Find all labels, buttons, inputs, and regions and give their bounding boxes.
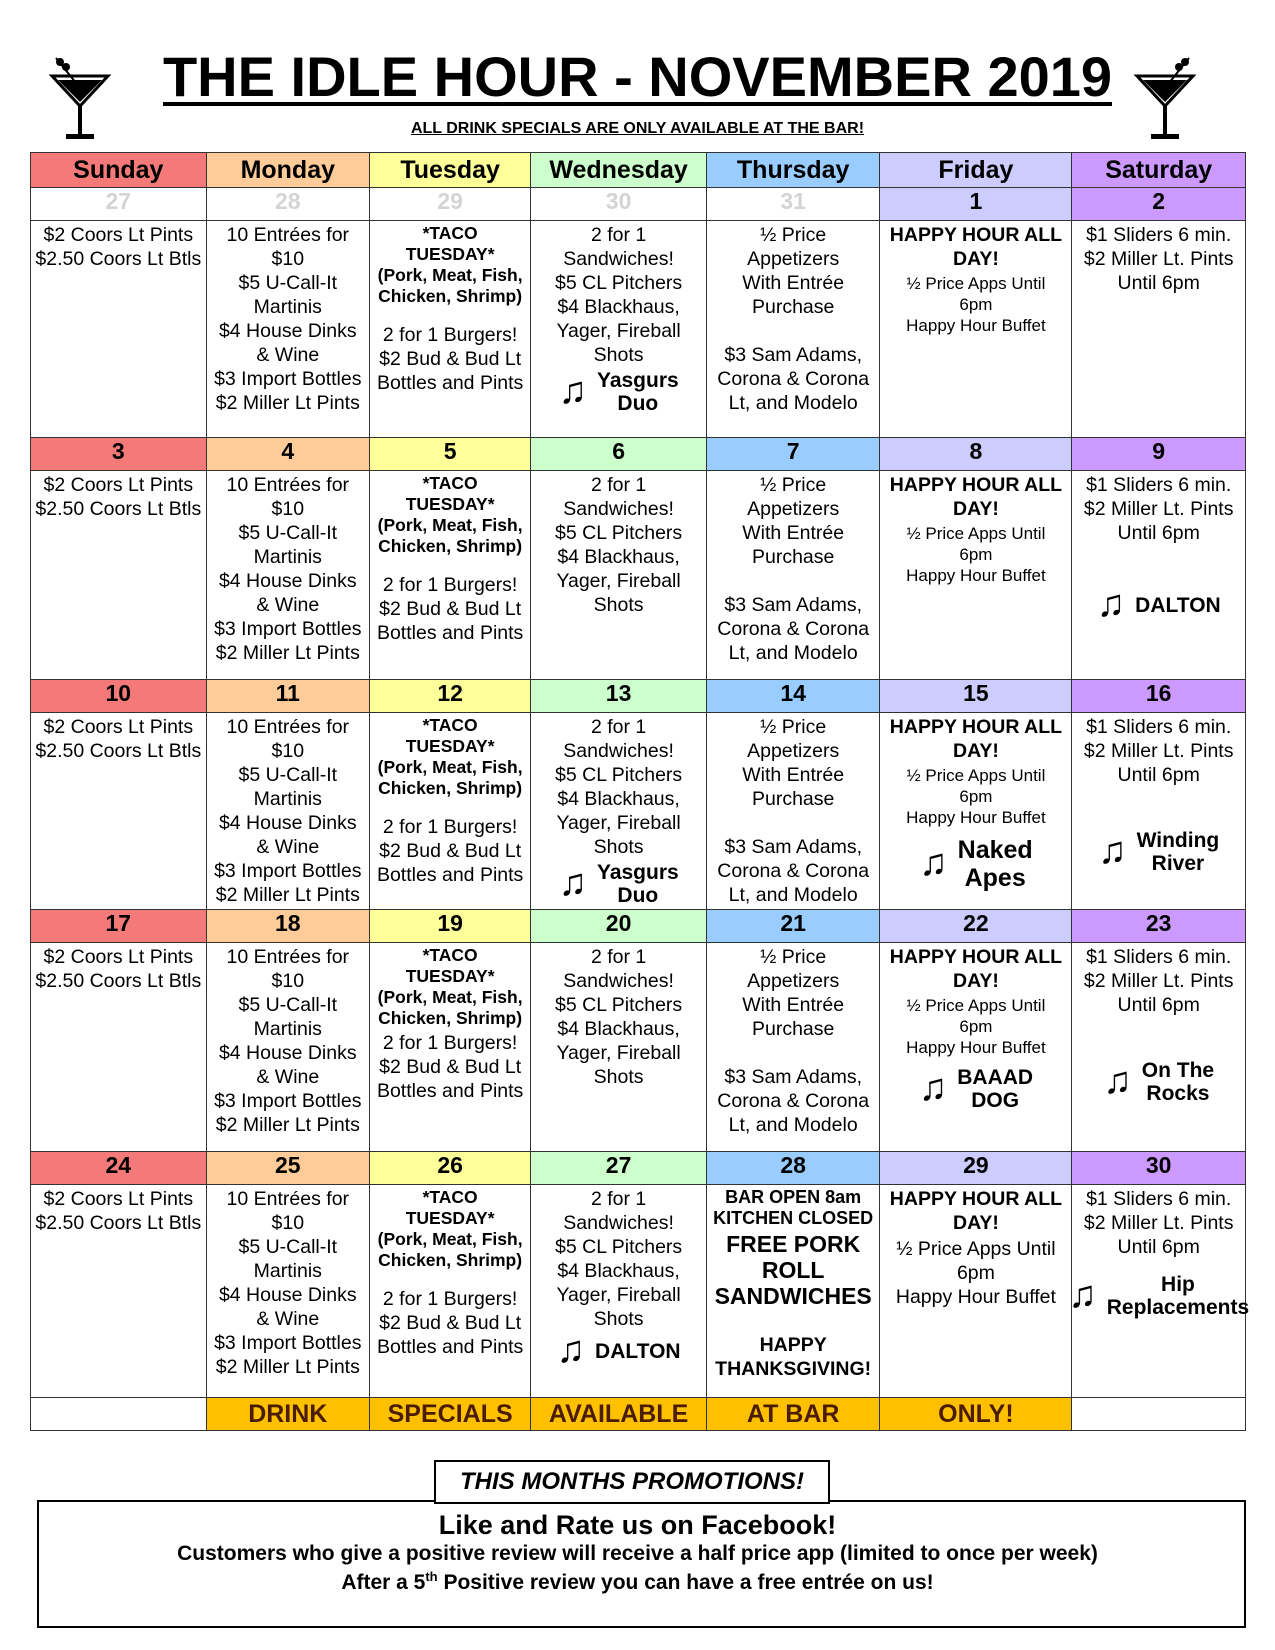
day-cell-thursday [706, 1185, 880, 1398]
footer-empty [1072, 1398, 1246, 1431]
saturday-specials: $1 Sliders 6 min. $2 Miller Lt. Pints Until 6pm [1083, 474, 1234, 544]
footer-empty [31, 1398, 207, 1431]
page-title: THE IDLE HOUR - NOVEMBER 2019 [162, 45, 1113, 108]
date-number: 27 [31, 188, 207, 221]
day-cell-friday [880, 943, 1072, 1152]
date-number: 14 [706, 680, 880, 713]
spacer [707, 1041, 880, 1063]
thursday-specials: ½ Price Appetizers With Entrée Purchase [742, 224, 845, 318]
music-note-icon: ♫ [556, 1329, 586, 1371]
live-music [1072, 585, 1245, 623]
saturday-specials: $1 Sliders 6 min. $2 Miller Lt. Pints Until 6pm [1083, 1188, 1234, 1258]
day-cell-tuesday [369, 221, 530, 438]
day-cell-saturday [1068, 1185, 1250, 1398]
friday-specials: ½ Price Apps Until 6pm Happy Hour Buffet [906, 766, 1046, 827]
happy-hour-heading: HAPPY HOUR ALL DAY! [889, 1188, 1063, 1234]
day-cell-sunday [31, 943, 207, 1152]
monday-specials: 10 Entrées for $10 $5 U-Call-It Martinis $4 House Dinks & Wine $3 Import Bottles $2 Miller Lt Pints [214, 1188, 362, 1378]
day-cell-saturday [1072, 221, 1246, 438]
date-number: 15 [880, 680, 1072, 713]
music-note-icon: ♫ [1098, 830, 1127, 872]
date-number: 25 [206, 1152, 369, 1185]
date-number: 16 [1072, 680, 1246, 713]
tuesday-specials: 2 for 1 Burgers! $2 Bud & Bud Lt Bottles and Pints [376, 324, 524, 394]
tuesday-specials: 2 for 1 Burgers! $2 Bud & Bud Lt Bottles and Pints [376, 816, 524, 886]
tuesday-specials: 2 for 1 Burgers! $2 Bud & Bud Lt Bottles and Pints [376, 1288, 524, 1358]
date-number: 19 [369, 910, 530, 943]
date-number: 2 [1072, 188, 1246, 221]
day-cell-thursday [706, 221, 880, 438]
thursday-beer-specials: $3 Sam Adams, Corona & Corona Lt, and Modelo [717, 594, 870, 664]
spacer [707, 319, 880, 341]
monday-specials: 10 Entrées for $10 $5 U-Call-It Martinis $4 House Dinks & Wine $3 Import Bottles $2 Miller Lt Pints [214, 716, 362, 906]
date-number: 29 [369, 188, 530, 221]
sunday-specials: $2 Coors Lt Pints $2.50 Coors Lt Btls [35, 1188, 202, 1234]
friday-specials: ½ Price Apps Until 6pm Happy Hour Buffet [906, 996, 1046, 1057]
monday-specials: 10 Entrées for $10 $5 U-Call-It Martinis $4 House Dinks & Wine $3 Import Bottles $2 Miller Lt Pints [214, 224, 362, 414]
day-cell-friday [880, 221, 1072, 438]
day-cell-wednesday [531, 471, 707, 680]
date-number: 22 [880, 910, 1072, 943]
wednesday-specials: 2 for 1 Sandwiches! $5 CL Pitchers $4 Blackhaus, Yager, Fireball Shots [555, 1188, 683, 1330]
live-music [1072, 827, 1245, 875]
day-cell-thursday [706, 943, 880, 1152]
music-note-icon: ♫ [1103, 1060, 1132, 1102]
band-name: Yasgurs Duo [596, 369, 679, 415]
date-number: 28 [706, 1152, 880, 1185]
promotions-headline: Like and Rate us on Facebook! [438, 1510, 837, 1540]
wednesday-specials: 2 for 1 Sandwiches! $5 CL Pitchers $4 Blackhaus, Yager, Fireball Shots [555, 716, 683, 858]
day-header-friday: Friday [880, 153, 1072, 188]
friday-specials: ½ Price Apps Until 6pm Happy Hour Buffet [895, 1238, 1056, 1308]
thursday-specials: ½ Price Appetizers With Entrée Purchase [742, 716, 845, 810]
thursday-beer-specials: $3 Sam Adams, Corona & Corona Lt, and Modelo [717, 836, 870, 906]
day-cell-wednesday [531, 1185, 707, 1398]
day-cell-sunday [31, 471, 207, 680]
date-number: 24 [31, 1152, 207, 1185]
date-number: 26 [369, 1152, 530, 1185]
wednesday-specials: 2 for 1 Sandwiches! $5 CL Pitchers $4 Blackhaus, Yager, Fireball Shots [555, 224, 683, 366]
wednesday-specials: 2 for 1 Sandwiches! $5 CL Pitchers $4 Blackhaus, Yager, Fireball Shots [555, 946, 683, 1088]
band-name: DALTON [1135, 593, 1221, 617]
spacer [707, 569, 880, 591]
footer-banner-word: ONLY! [880, 1398, 1072, 1431]
subtitle: ALL DRINK SPECIALS ARE ONLY AVAILABLE AT THE BAR! [410, 120, 865, 137]
date-number: 31 [706, 188, 880, 221]
day-header-monday: Monday [206, 153, 369, 188]
thursday-specials: ½ Price Appetizers With Entrée Purchase [742, 946, 845, 1040]
spacer [707, 811, 880, 833]
live-music [531, 1331, 706, 1369]
friday-specials: ½ Price Apps Until 6pm Happy Hour Buffet [906, 274, 1046, 335]
day-header-tuesday: Tuesday [369, 153, 530, 188]
day-cell-saturday [1072, 713, 1246, 910]
day-cell-sunday [31, 1185, 207, 1398]
monday-specials: 10 Entrées for $10 $5 U-Call-It Martinis $4 House Dinks & Wine $3 Import Bottles $2 Miller Lt Pints [214, 946, 362, 1136]
day-cell-monday [206, 713, 369, 910]
date-number: 18 [206, 910, 369, 943]
live-music [880, 1064, 1071, 1112]
day-cell-sunday [31, 221, 207, 438]
live-music [1068, 1271, 1250, 1319]
thanksgiving-free-sandwiches: FREE PORK ROLL SANDWICHES [714, 1231, 872, 1309]
day-cell-tuesday [369, 713, 530, 910]
music-note-icon: ♫ [1096, 583, 1126, 625]
calendar-table [30, 152, 1250, 1431]
day-cell-saturday [1072, 943, 1246, 1152]
day-header-wednesday: Wednesday [531, 153, 707, 188]
day-cell-tuesday [369, 943, 530, 1152]
taco-tuesday-heading: *TACO TUESDAY* (Pork, Meat, Fish, Chicken, Shrimp) [377, 715, 523, 798]
happy-hour-heading: HAPPY HOUR ALL DAY! [889, 474, 1063, 520]
day-cell-tuesday [369, 1185, 530, 1398]
band-name: Hip Replacements [1106, 1273, 1250, 1319]
day-cell-friday [880, 1185, 1072, 1398]
day-header-thursday: Thursday [706, 153, 880, 188]
date-number: 9 [1072, 438, 1246, 471]
date-number: 1 [880, 188, 1072, 221]
day-cell-friday [880, 471, 1072, 680]
music-note-icon: ♫ [558, 862, 587, 904]
day-header-sunday: Sunday [31, 153, 207, 188]
happy-hour-heading: HAPPY HOUR ALL DAY! [889, 224, 1063, 270]
live-music [531, 859, 706, 907]
day-cell-monday [206, 943, 369, 1152]
music-note-icon: ♫ [558, 370, 587, 412]
day-cell-saturday [1072, 471, 1246, 680]
happy-hour-heading: HAPPY HOUR ALL DAY! [889, 946, 1063, 992]
thursday-beer-specials: $3 Sam Adams, Corona & Corona Lt, and Modelo [717, 1066, 870, 1136]
happy-hour-heading: HAPPY HOUR ALL DAY! [889, 716, 1063, 762]
day-cell-wednesday [531, 221, 707, 438]
date-number: 30 [531, 188, 707, 221]
promotions-line-2: After a 5th Positive review you can have a free entrée on us! [341, 1569, 934, 1594]
thanksgiving-hours: BAR OPEN 8am KITCHEN CLOSED [713, 1187, 874, 1228]
day-cell-monday [206, 471, 369, 680]
date-number: 10 [31, 680, 207, 713]
day-cell-wednesday [531, 943, 707, 1152]
day-cell-monday [206, 1185, 369, 1398]
saturday-specials: $1 Sliders 6 min. $2 Miller Lt. Pints Until 6pm [1083, 946, 1234, 1016]
date-number: 21 [706, 910, 880, 943]
footer-banner-word: AT BAR [706, 1398, 880, 1431]
live-music [880, 834, 1071, 892]
music-note-icon: ♫ [1068, 1274, 1097, 1316]
date-number: 5 [369, 438, 530, 471]
taco-tuesday-heading: *TACO TUESDAY* (Pork, Meat, Fish, Chicken, Shrimp) [377, 473, 523, 556]
day-cell-tuesday [369, 471, 530, 680]
day-cell-wednesday [531, 713, 707, 910]
day-cell-friday [880, 713, 1072, 910]
monday-specials: 10 Entrées for $10 $5 U-Call-It Martinis $4 House Dinks & Wine $3 Import Bottles $2 Miller Lt Pints [214, 474, 362, 664]
date-number: 3 [31, 438, 207, 471]
date-number: 6 [531, 438, 707, 471]
spacer [707, 1309, 880, 1331]
footer-banner-word: AVAILABLE [531, 1398, 707, 1431]
sunday-specials: $2 Coors Lt Pints $2.50 Coors Lt Btls [35, 716, 202, 762]
saturday-specials: $1 Sliders 6 min. $2 Miller Lt. Pints Until 6pm [1083, 224, 1234, 294]
day-cell-monday [206, 221, 369, 438]
tuesday-specials: 2 for 1 Burgers! $2 Bud & Bud Lt Bottles and Pints [376, 1032, 524, 1102]
band-name: On The Rocks [1141, 1059, 1215, 1105]
footer-banner-word: DRINK [206, 1398, 369, 1431]
day-cell-thursday [706, 713, 880, 910]
date-number: 12 [369, 680, 530, 713]
wednesday-specials: 2 for 1 Sandwiches! $5 CL Pitchers $4 Blackhaus, Yager, Fireball Shots [555, 474, 683, 616]
promotions-label: THIS MONTHS PROMOTIONS! [434, 1460, 830, 1504]
band-name: DALTON [595, 1339, 681, 1363]
date-number: 8 [880, 438, 1072, 471]
date-number: 27 [531, 1152, 707, 1185]
band-name: Winding River [1136, 829, 1220, 875]
promotions-line-1: Customers who give a positive review will receive a half price app (limited to once per week) [177, 1542, 1098, 1565]
thanksgiving-greeting: HAPPY THANKSGIVING! [715, 1334, 872, 1380]
taco-tuesday-heading: *TACO TUESDAY* (Pork, Meat, Fish, Chicken, Shrimp) [377, 223, 523, 306]
taco-tuesday-heading: *TACO TUESDAY* (Pork, Meat, Fish, Chicken, Shrimp) [377, 1187, 523, 1270]
date-number: 20 [531, 910, 707, 943]
date-number: 29 [880, 1152, 1072, 1185]
footer-banner-word: SPECIALS [369, 1398, 530, 1431]
friday-specials: ½ Price Apps Until 6pm Happy Hour Buffet [906, 524, 1046, 585]
live-music [531, 367, 706, 415]
saturday-specials: $1 Sliders 6 min. $2 Miller Lt. Pints Until 6pm [1083, 716, 1234, 786]
band-name: Naked Apes [957, 836, 1033, 892]
date-number: 28 [206, 188, 369, 221]
taco-tuesday-heading: *TACO TUESDAY* (Pork, Meat, Fish, Chicken, Shrimp) [377, 945, 523, 1028]
sunday-specials: $2 Coors Lt Pints $2.50 Coors Lt Btls [35, 224, 202, 270]
day-header-saturday: Saturday [1072, 153, 1246, 188]
band-name: Yasgurs Duo [596, 861, 679, 907]
date-number: 23 [1072, 910, 1246, 943]
date-number: 11 [206, 680, 369, 713]
date-number: 7 [706, 438, 880, 471]
band-name: BAAAD DOG [957, 1066, 1034, 1112]
thursday-beer-specials: $3 Sam Adams, Corona & Corona Lt, and Modelo [717, 344, 870, 414]
thursday-specials: ½ Price Appetizers With Entrée Purchase [742, 474, 845, 568]
music-note-icon: ♫ [919, 842, 948, 884]
date-number: 30 [1072, 1152, 1246, 1185]
sunday-specials: $2 Coors Lt Pints $2.50 Coors Lt Btls [35, 946, 202, 992]
day-cell-thursday [706, 471, 880, 680]
date-number: 13 [531, 680, 707, 713]
date-number: 4 [206, 438, 369, 471]
date-number: 17 [31, 910, 207, 943]
sunday-specials: $2 Coors Lt Pints $2.50 Coors Lt Btls [35, 474, 202, 520]
music-note-icon: ♫ [918, 1067, 948, 1109]
day-cell-sunday [31, 713, 207, 910]
tuesday-specials: 2 for 1 Burgers! $2 Bud & Bud Lt Bottles and Pints [376, 574, 524, 644]
live-music [1072, 1057, 1245, 1105]
